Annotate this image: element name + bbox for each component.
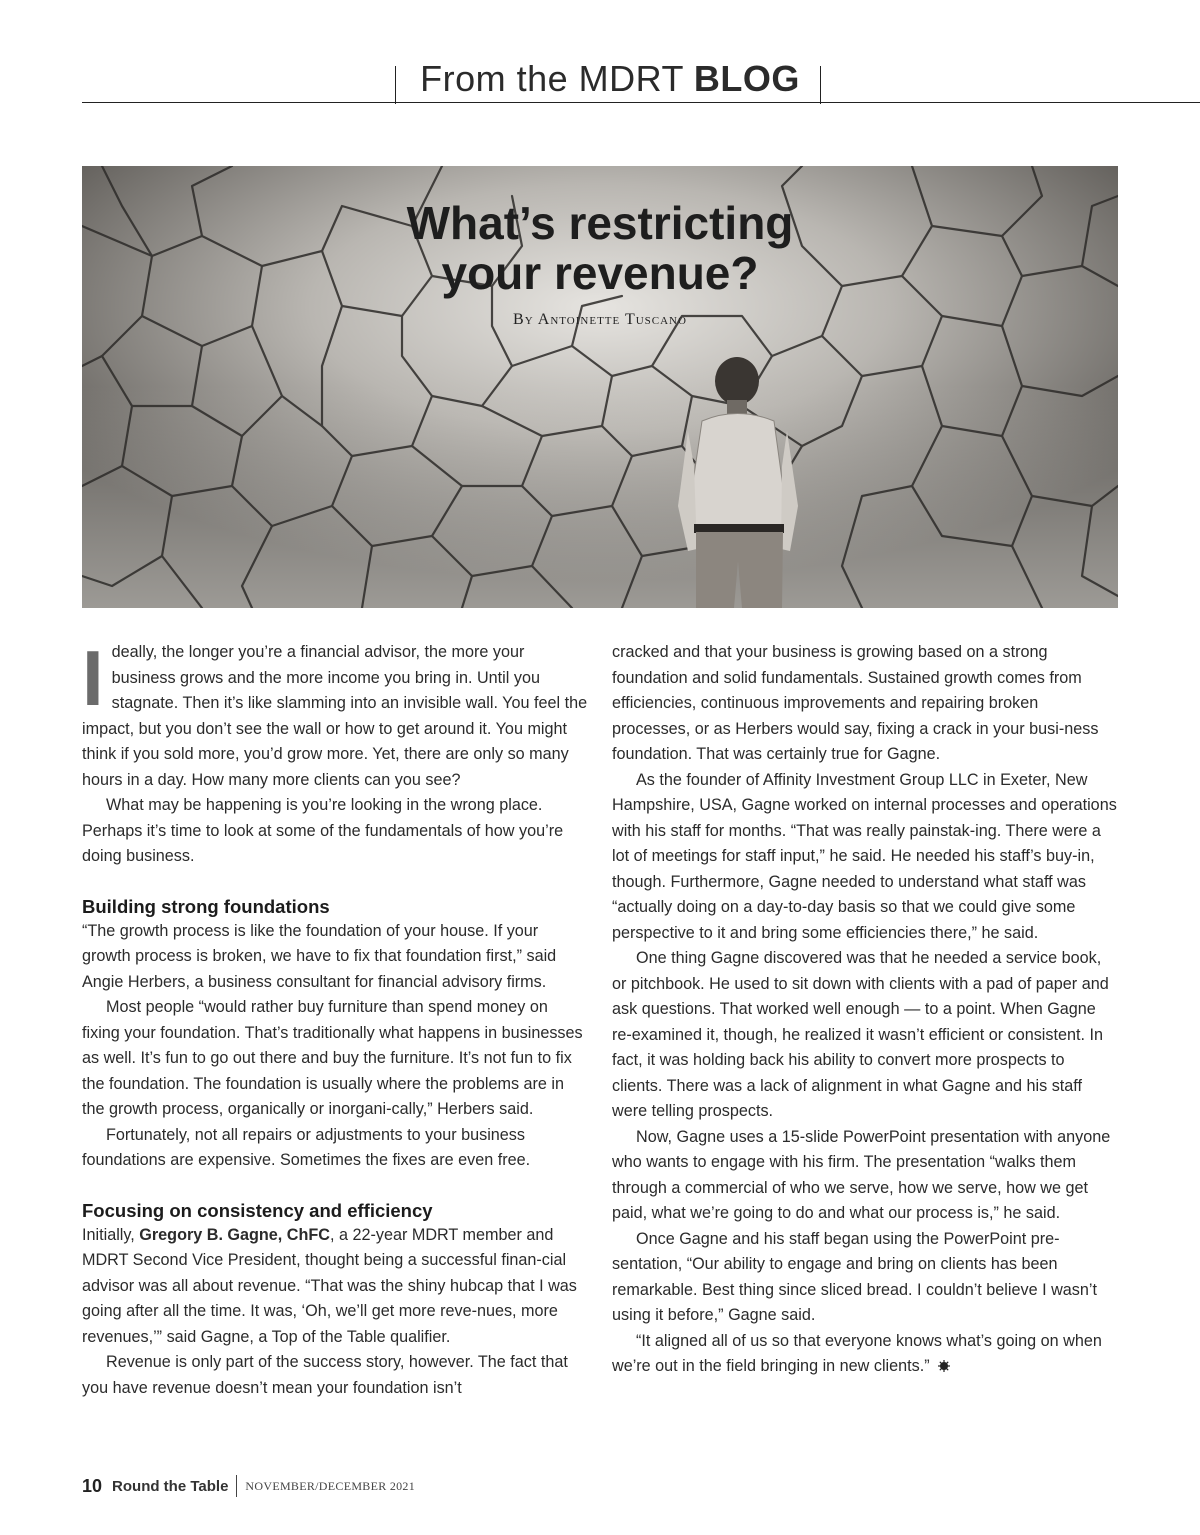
paragraph bbox=[82, 1223, 590, 1351]
page-number: 10 bbox=[82, 1475, 103, 1496]
article-title bbox=[82, 198, 1118, 298]
paragraph: One thing Gagne discovered was that he needed a service book, or pitchbook. He used to sit down with clients with a pad of paper and ask questions. That worked well enough — to a point. When Gagne re-examined it, though, he realized it wasn’t efficient or consistent. In fact, it was holding back his ability to convert more prospects to clients. There was a lack of alignment in what Gagne and his staff were telling prospects. bbox=[612, 949, 1109, 1120]
hero-image bbox=[82, 166, 1118, 608]
paragraph: What may be happening is you’re looking in the wrong place. Perhaps it’s time to look at some of the fundamentals of how you’re doing business. bbox=[82, 796, 564, 865]
subheading-building-foundations: Building strong foundations bbox=[82, 895, 330, 917]
paragraph: Revenue is only part of the success story, however. The fact that you have revenue doesn’t mean your foundation isn’t bbox=[82, 1353, 568, 1397]
right-column bbox=[612, 640, 1118, 1380]
paragraph: Fortunately, not all repairs or adjustments to your business foundations are expensive. Sometimes the fixes are even free. bbox=[82, 1125, 531, 1169]
paragraph-rest: , a 22-year MDRT member and MDRT Second Vice President, thought being a successful finan-cial advisor was all about revenue. “That was the shiny hubcap that I was going after all the time. It was, ‘Oh, we’ll get more reve-nues, more revenues,’” said Gagne, a Top of the Table qualifier. bbox=[82, 1225, 577, 1346]
paragraph: Most people “would rather buy furniture than spend money on fixing your foundation. That’s traditionally what happens in businesses as well. It’s fun to go out there and buy the furniture. It’s not fun to fix the foundation. The foundation is usually where the problems are in the growth process, organically or inorgani-cally,” Herbers said. bbox=[82, 998, 583, 1118]
publication-name: Round the Table bbox=[112, 1477, 229, 1495]
section-title-suffix: BLOG bbox=[693, 58, 800, 99]
footer-divider bbox=[236, 1475, 237, 1497]
page-footer bbox=[82, 1474, 415, 1498]
paragraph: As the founder of Affinity Investment Group LLC in Exeter, New Hampshire, USA, Gagne worked on internal processes and operations with his staff for months. “That was really painstak-ing. There were a lot of meetings for staff input,” he said. He needed his staff’s buy-in, though. Furthermore, Gagne needed to understand what staff was “actually doing on a day-to-day basis so that we could give some perspective to it and bring some efficiencies there,” he said. bbox=[612, 770, 1117, 942]
paragraph-prefix: Initially, bbox=[82, 1225, 140, 1244]
byline: By Antoinette Tuscano bbox=[513, 311, 687, 328]
paragraph: “The growth process is like the foundation of your house. If your growth process is broken, we have to fix that foundation first,” said Angie Herbers, a business consultant for financial advisory firms. bbox=[82, 921, 557, 991]
intro-text: deally, the longer you’re a financial advisor, the more your business grows and the more income you bring in. Until you stagnate. Then it’s like slamming into an invisible wall. You feel the impact, but you don’t see the wall or how to get around it. You might think if you sold more, you’d grow more. Yet, there are only so many hours in a day. How many more clients can you see? bbox=[82, 643, 588, 789]
header-right-bar bbox=[820, 66, 821, 104]
paragraph: Once Gagne and his staff began using the PowerPoint pre-sentation, “Our ability to engage and bring on clients has been remarkable. Best thing since sliced bread. I couldn’t believe I wasn’t using it before,” Gagne said. bbox=[612, 1229, 1097, 1324]
section-title-prefix: From the MDRT bbox=[420, 58, 684, 99]
end-of-article-icon bbox=[938, 1360, 950, 1372]
closing-text: “It aligned all of us so that everyone knows what’s going on when we’re out in the field bringing in new clients.” bbox=[612, 1331, 1102, 1375]
section-title bbox=[395, 58, 825, 100]
intro-paragraph bbox=[82, 634, 590, 793]
header-rule bbox=[82, 102, 1200, 103]
subheading-consistency-efficiency: Focusing on consistency and efficiency bbox=[82, 1199, 433, 1221]
article-title-line2: your revenue? bbox=[441, 247, 759, 299]
left-column bbox=[82, 634, 590, 1401]
issue-date: NOVEMBER/DECEMBER 2021 bbox=[245, 1478, 416, 1493]
paragraph: Now, Gagne uses a 15-slide PowerPoint presentation with anyone who wants to engage with his firm. The presentation “walks them through a commercial of who we serve, how we serve, how we get paid, what we’re going to do and what our process is,” he said. bbox=[612, 1127, 1111, 1222]
article-title-line1: What’s restricting bbox=[406, 197, 794, 249]
drop-cap: I bbox=[82, 634, 104, 722]
closing-paragraph bbox=[612, 1329, 1118, 1380]
member-name: Gregory B. Gagne, ChFC bbox=[139, 1225, 330, 1244]
paragraph: cracked and that your business is growing based on a strong foundation and solid fundamentals. Sustained growth comes from efficiencies, continuous improvements and repairing broken processes, or as Herbers would say, fixing a crack in your busi-ness foundation. That was certainly true for Gagne. bbox=[612, 643, 1099, 763]
